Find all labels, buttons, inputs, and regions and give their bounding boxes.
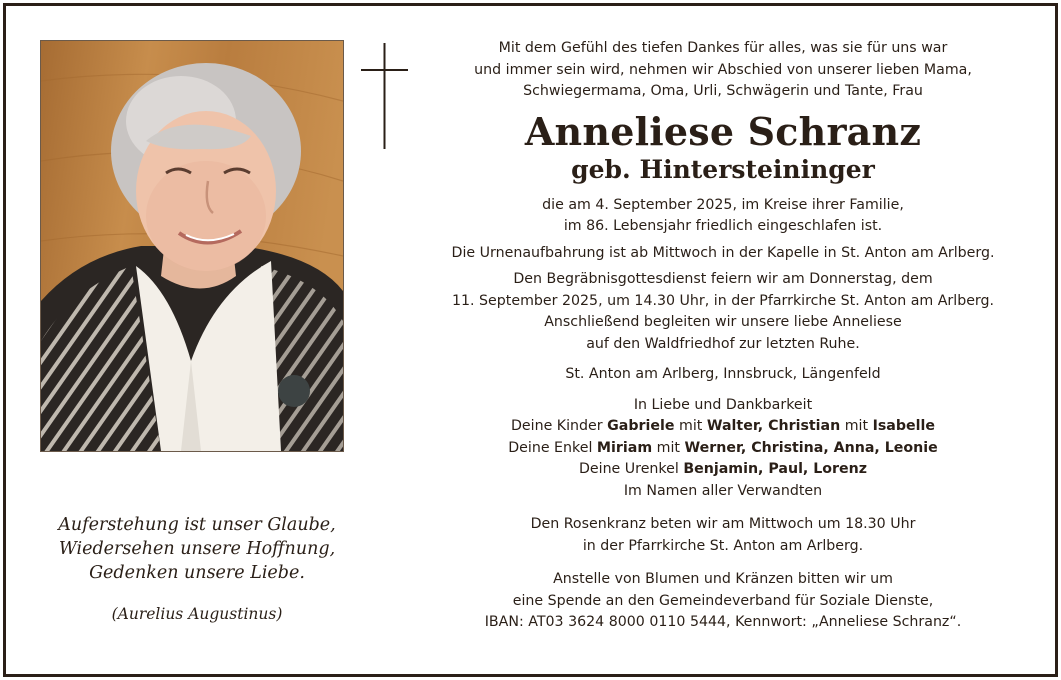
love-line: In Liebe und Dankbarkeit [633, 396, 813, 413]
quote [26, 513, 368, 585]
family-name: Miriam [596, 439, 653, 456]
quote-line: Wiedersehen unsere Hoffnung, [58, 539, 336, 559]
obituary-card [3, 3, 1058, 677]
obituary-text [398, 38, 1048, 634]
death-notice-line: im 86. Lebensjahr friedlich eingeschlafen ist. [563, 218, 883, 234]
portrait-photo [40, 40, 344, 452]
family-connector: mit [844, 418, 869, 434]
intro-line: und immer sein wird, nehmen wir Abschied von unserer lieben Mama, [474, 61, 972, 78]
quote-author: (Aurelius Augustinus) [111, 605, 283, 623]
family-name: Gabriele [607, 418, 675, 434]
family-name: Werner, Christina, Anna, Leonie [684, 439, 938, 456]
family-name: Isabelle [872, 418, 935, 434]
rosary-line: in der Pfarrkirche St. Anton am Arlberg. [582, 537, 864, 554]
family-prefix: Deine Enkel [508, 439, 593, 456]
relatives-line: Im Namen aller Verwandten [623, 482, 823, 499]
quote-line: Gedenken unsere Liebe. [89, 563, 305, 583]
family-great-grandchildren [398, 459, 1048, 481]
family-grandchildren [398, 438, 1048, 460]
funeral-line: auf den Waldfriedhof zur letzten Ruhe. [586, 335, 860, 352]
urn-notice: Die Urnenaufbahrung ist ab Mittwoch in der Kapelle in St. Anton am Arlberg. [451, 244, 995, 261]
intro-line: Mit dem Gefühl des tiefen Dankes für alles, was sie für uns war [498, 40, 948, 56]
family-name: Benjamin, Paul, Lorenz [683, 461, 868, 477]
intro-line: Schwiegermama, Oma, Urli, Schwägerin und Tante, Frau [523, 83, 923, 99]
funeral-line: 11. September 2025, um 14.30 Uhr, in der Pfarrkirche St. Anton am Arlberg. [451, 292, 995, 309]
family-connector: mit [679, 418, 703, 434]
family-prefix: Deine Kinder [510, 418, 603, 434]
family-connector: mit [656, 439, 680, 456]
places: St. Anton am Arlberg, Innsbruck, Längenfeld [565, 366, 881, 382]
family-prefix: Deine Urenkel [578, 461, 679, 477]
death-notice-line: die am 4. September 2025, im Kreise ihrer Familie, [542, 196, 904, 213]
maiden-name: geb. Hintersteininger [571, 154, 875, 184]
funeral-line: Den Begräbnisgottesdienst feiern wir am Donnerstag, dem [513, 271, 933, 287]
donation-line: eine Spende an den Gemeindeverband für Soziale Dienste, [512, 592, 934, 609]
rosary-line: Den Rosenkranz beten wir am Mittwoch um 18.30 Uhr [530, 516, 916, 532]
quote-line: Auferstehung ist unser Glaube, [58, 515, 336, 535]
funeral-line: Anschließend begleiten wir unsere liebe Anneliese [544, 314, 902, 330]
donation-line: Anstelle von Blumen und Kränzen bitten wir um [553, 571, 893, 587]
deceased-name: Anneliese Schranz [524, 108, 922, 154]
family-children [398, 416, 1048, 438]
donation-line: IBAN: AT03 3624 8000 0110 5444, Kennwort: „Anneliese Schranz“. [484, 614, 962, 630]
portrait-illustration [41, 41, 343, 451]
family-name: Walter, Christian [706, 418, 841, 434]
